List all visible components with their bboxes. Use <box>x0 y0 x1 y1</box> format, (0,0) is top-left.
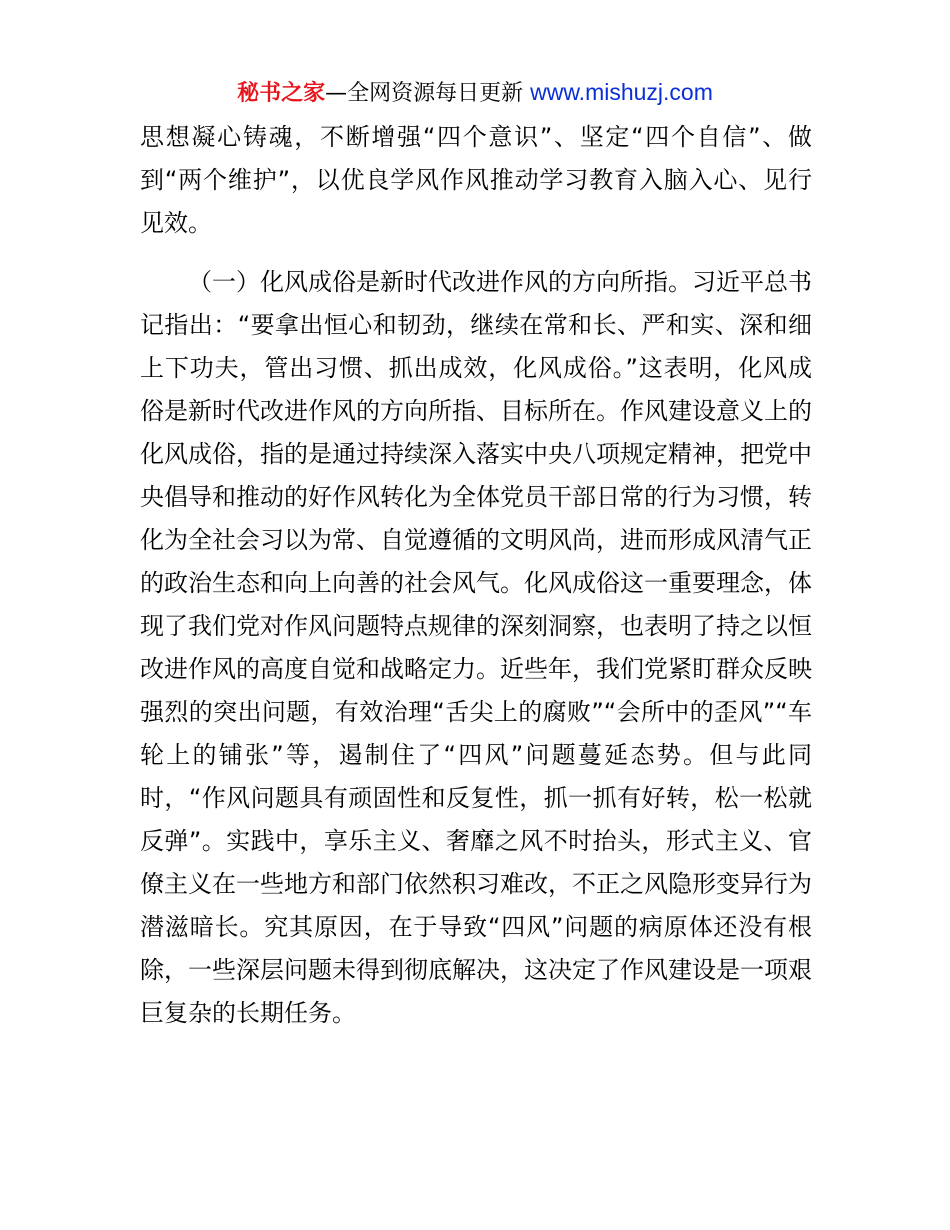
header-brand: 秘书之家 <box>237 81 326 106</box>
page-header <box>0 76 950 110</box>
paragraph-section-one: （一）化风成俗是新时代改进作风的方向所指。习近平总书记指出：“要拿出恒心和韧劲，继续在常和长、严和实、深和细上下功夫，管出习惯、抓出成效，化风成俗。”这表明，化风成俗是新时代改进作风的方向所指、目标所在。作风建设意义上的化风成俗，指的是通过持续深入落实中央八项规定精神，把党中央倡导和推动的好作风转化为全体党员干部日常的行为习惯，转化为全社会习以为常、自觉遵循的文明风尚，进而形成风清气正的政治生态和向上向善的社会风气。化风成俗这一重要理念，体现了我们党对作风问题特点规律的深刻洞察，也表明了持之以恒改进作风的高度自觉和战略定力。近些年，我们党紧盯群众反映强烈的突出问题，有效治理“舌尖上的腐败”“会所中的歪风”“车轮上的铺张”等，遏制住了“四风”问题蔓延态势。但与此同时，“作风问题具有顽固性和反复性，抓一抓有好转，松一松就反弹”。实践中，享乐主义、奢靡之风不时抬头，形式主义、官僚主义在一些地方和部门依然积习难改，不正之风隐形变异行为潜滋暗长。究其原因，在于导致“四风”问题的病原体还没有根除，一些深层问题未得到彻底解决，这决定了作风建设是一项艰巨复杂的长期任务。 <box>140 268 812 1027</box>
paragraph-continued: 思想凝心铸魂，不断增强“四个意识”、坚定“四个自信”、做到“两个维护”，以优良学风作风推动学习教育入脑入心、见行见效。 <box>140 123 812 237</box>
header-url-link[interactable]: www.mishuzj.com <box>530 79 713 105</box>
document-body <box>140 116 812 1035</box>
header-tagline: —全网资源每日更新 <box>325 81 524 106</box>
